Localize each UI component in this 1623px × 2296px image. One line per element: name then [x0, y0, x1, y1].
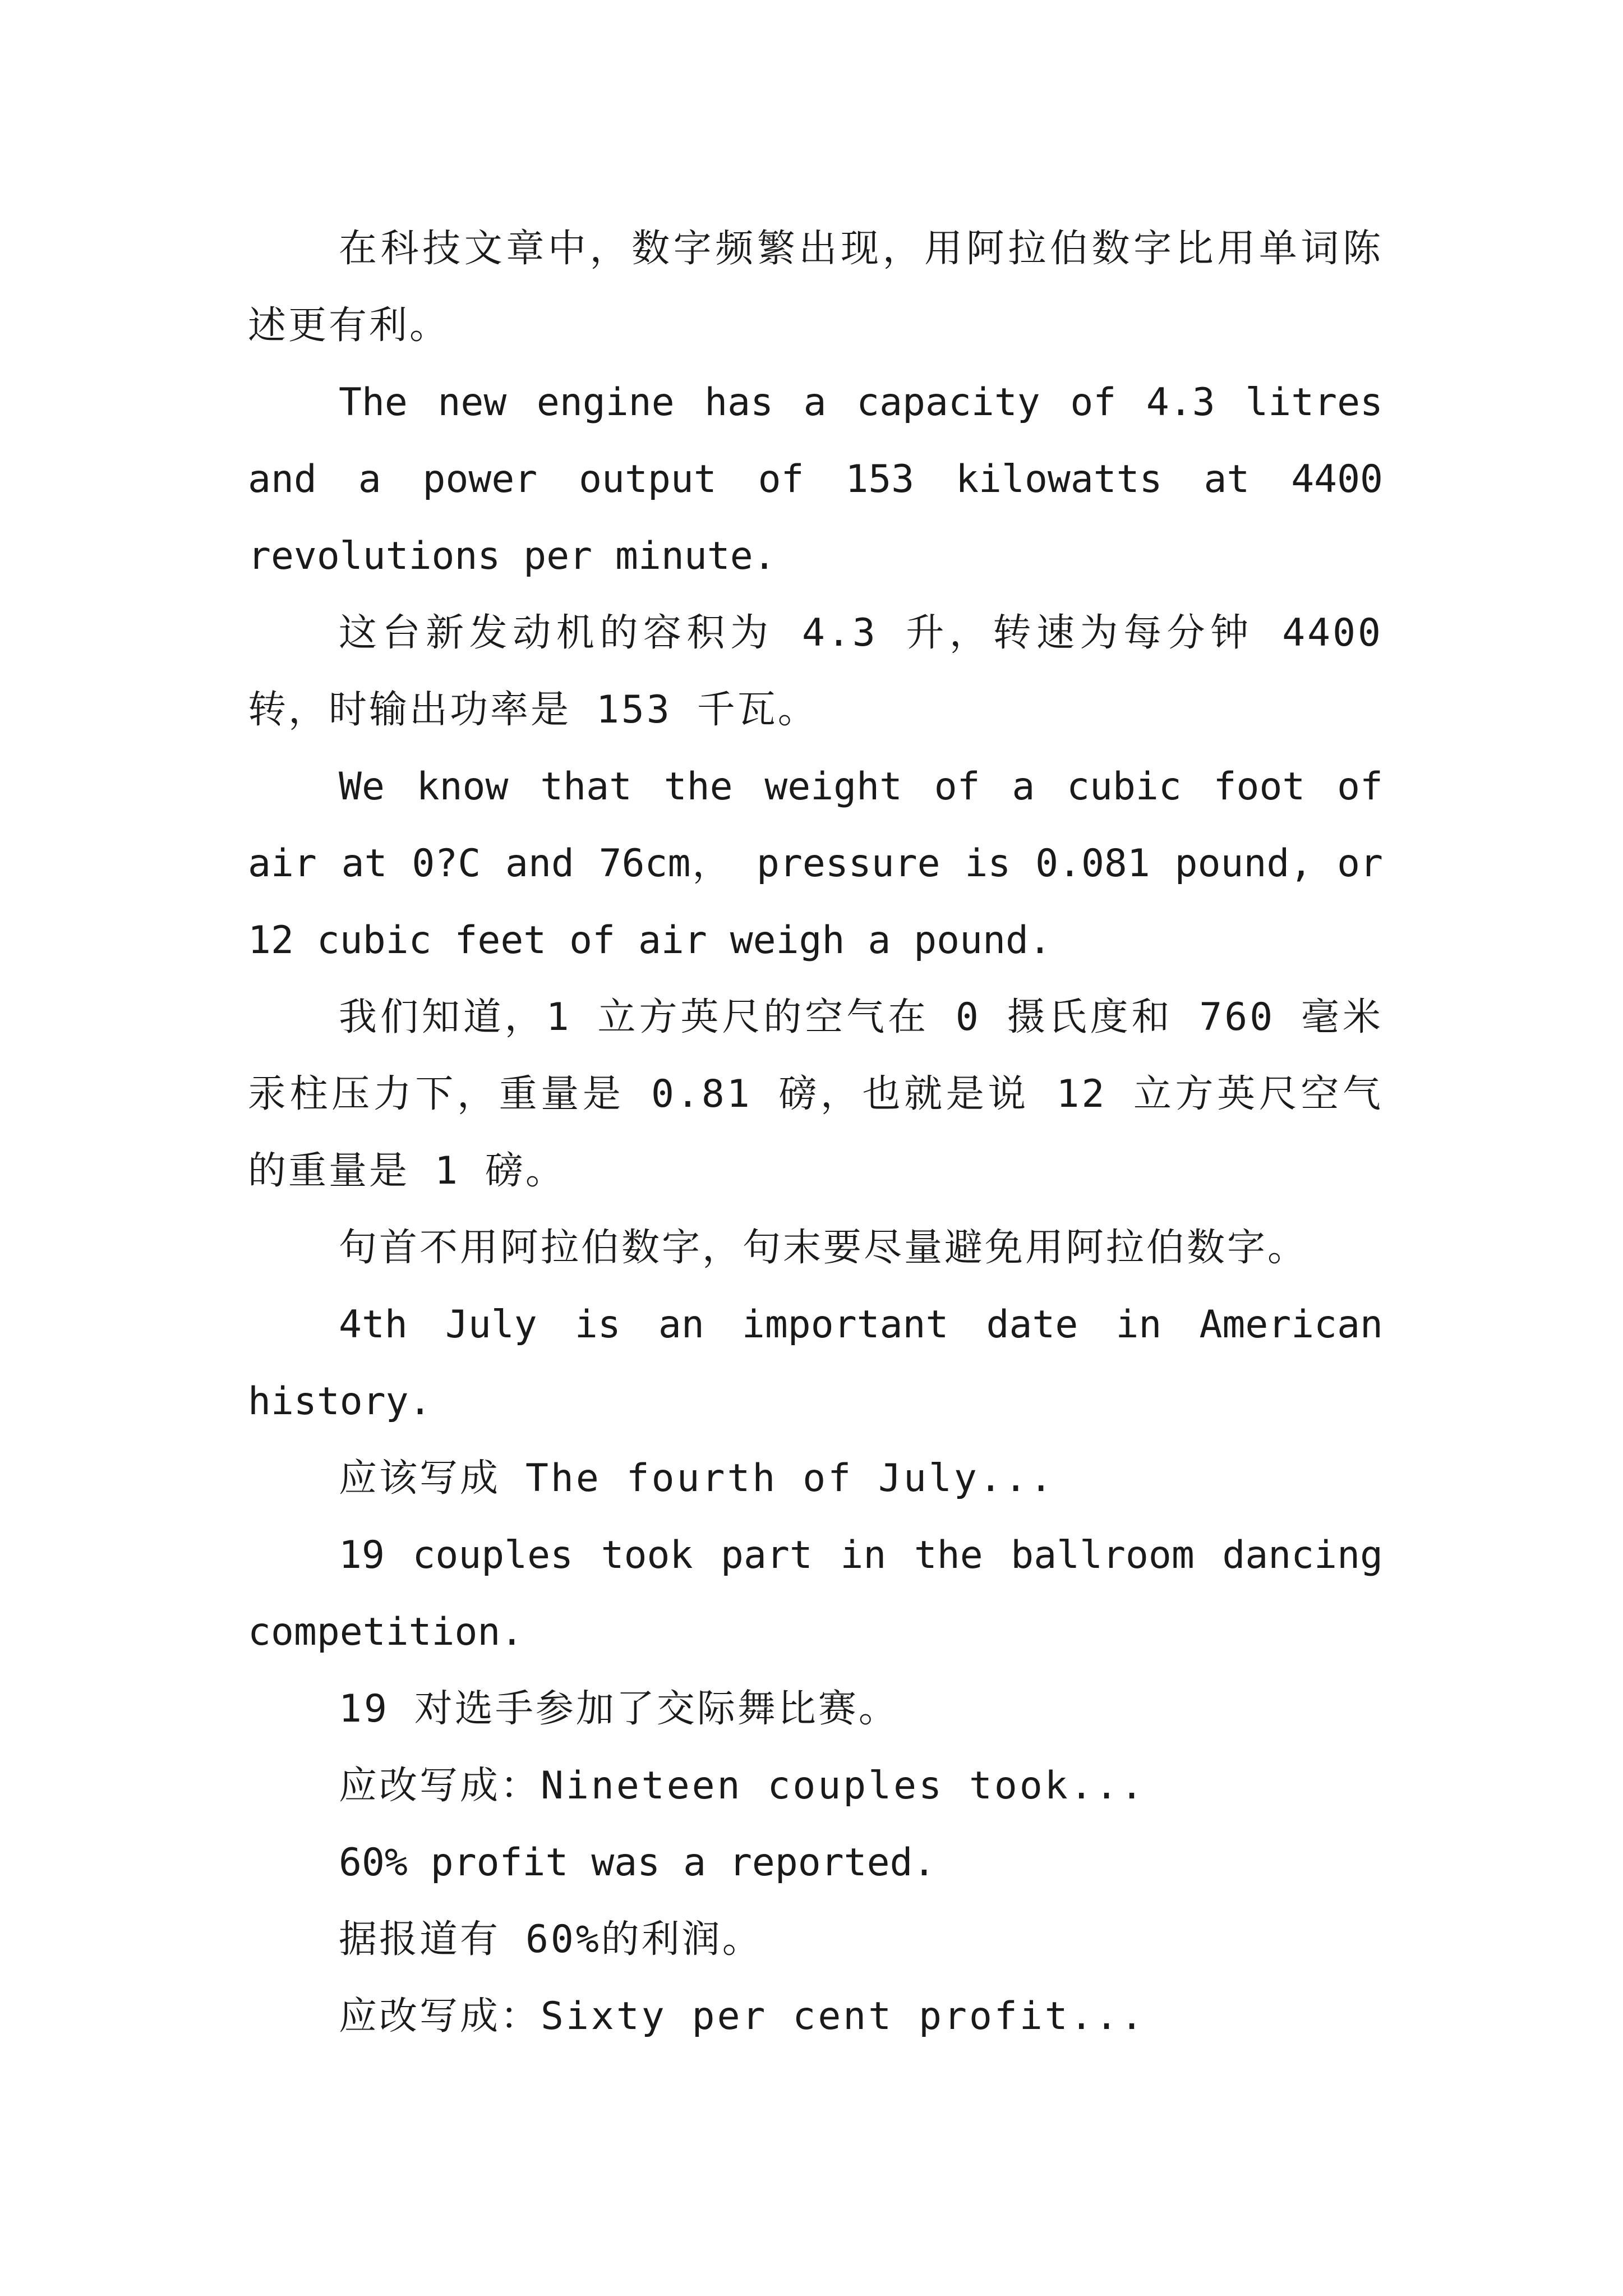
paragraph-july-en: 4th July is an important date in American history.	[248, 1303, 1383, 1424]
paragraph-air-weight-cn: 我们知道，1 立方英尺的空气在 0 摄氏度和 760 毫米汞柱压力下，重量是 0.81 磅，也就是说 12 立方英尺空气的重量是 1 磅。	[248, 995, 1383, 1193]
paragraph-profit-en: 60% profit was a reported.	[339, 1841, 936, 1885]
paragraph-rule-cn: 句首不用阿拉伯数字，句末要尽量避免用阿拉伯数字。	[339, 1226, 1308, 1270]
paragraph-profit-fix: 应改写成：Sixty per cent profit...	[339, 1994, 1146, 2039]
paragraph-intro-cn: 在科技文章中，数字频繁出现，用阿拉伯数字比用单词陈述更有利。	[248, 227, 1383, 348]
paragraph-couples-cn: 19 对选手参加了交际舞比赛。	[339, 1687, 899, 1731]
paragraph-profit-cn: 据报道有 60%的利润。	[339, 1917, 763, 1962]
paragraph-engine-en: The new engine has a capacity of 4.3 litres and a power output of 153 kilowatts at 4400 revolutions per minute.	[248, 380, 1383, 578]
paragraph-air-weight-en: We know that the weight of a cubic foot of air at 0?C and 76cm， pressure is 0.081 pound, or 12 cubic feet of air weigh a pound.	[248, 765, 1383, 963]
paragraph-couples-fix: 应改写成：Nineteen couples took...	[339, 1764, 1146, 1808]
paragraph-july-fix: 应该写成 The fourth of July...	[339, 1456, 1055, 1501]
paragraph-couples-en: 19 couples took part in the ballroom dancing competition.	[248, 1533, 1383, 1654]
paragraph-engine-cn: 这台新发动机的容积为 4.3 升，转速为每分钟 4400 转，时输出功率是 153 千瓦。	[248, 611, 1383, 732]
document-body	[248, 210, 1383, 2055]
